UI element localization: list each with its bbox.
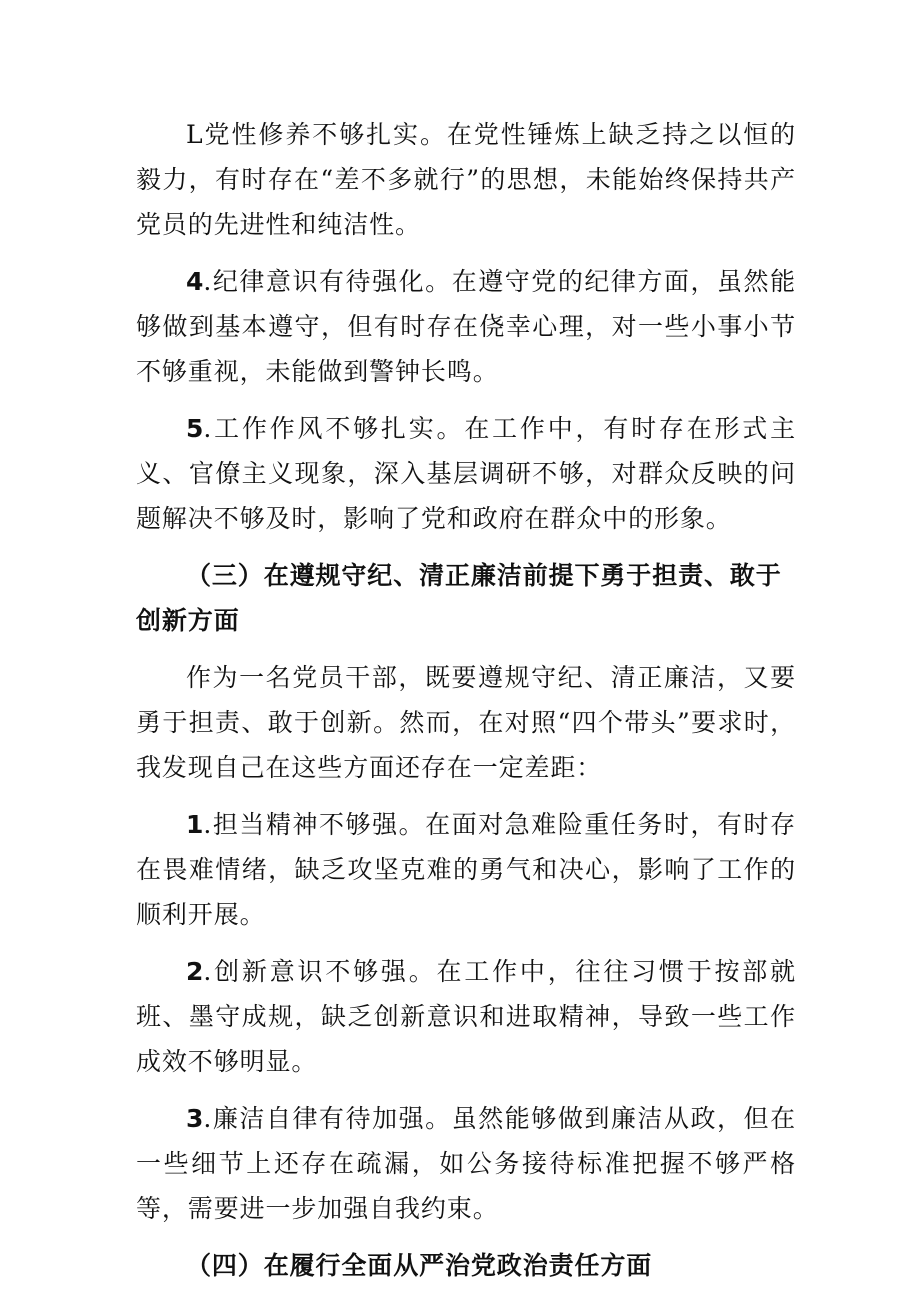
item-number: 3	[186, 1104, 204, 1133]
item-number: 2	[186, 957, 204, 986]
item-number: 5	[186, 414, 204, 443]
document-page	[136, 112, 796, 1300]
item-responsibility	[136, 802, 796, 937]
item-number: 4	[186, 267, 204, 296]
item-text: .创新意识不够强。在工作中，往往习惯于按部就班、墨守成规，缺乏创新意识和进取精神，导致一些工作成效不够明显。	[136, 957, 796, 1076]
item-integrity	[136, 1096, 796, 1231]
item-innovation	[136, 949, 796, 1084]
item-text: .工作作风不够扎实。在工作中，有时存在形式主义、官僚主义现象，深入基层调研不够，对群众反映的问题解决不够及时，影响了党和政府在群众中的形象。	[136, 414, 796, 533]
item-number: 1	[186, 810, 204, 839]
item-discipline-awareness	[136, 259, 796, 394]
section-heading-4: （四）在履行全面从严治党政治责任方面	[186, 1251, 653, 1280]
item-party-cultivation	[136, 112, 796, 247]
item-text: .纪律意识有待强化。在遵守党的纪律方面，虽然能够做到基本遵守，但有时存在侥幸心理，对一些小事小节不够重视，未能做到警钟长鸣。	[136, 267, 796, 386]
section-heading-3: （三）在遵规守纪、清正廉洁前提下勇于担责、敢于创新方面	[136, 561, 782, 635]
item-text: L党性修养不够扎实。在党性锤炼上缺乏持之以恒的毅力，有时存在“差不多就行”的思想，未能始终保持共产党员的先进性和纯洁性。	[136, 120, 796, 239]
item-text: .担当精神不够强。在面对急难险重任务时，有时存在畏难情绪，缺乏攻坚克难的勇气和决心，影响了工作的顺利开展。	[136, 810, 796, 929]
section-intro: 作为一名党员干部，既要遵规守纪、清正廉洁，又要勇于担责、敢于创新。然而，在对照“四个带头”要求时，我发现自己在这些方面还存在一定差距：	[136, 663, 796, 782]
item-text: .廉洁自律有待加强。虽然能够做到廉洁从政，但在一些细节上还存在疏漏，如公务接待标准把握不够严格等，需要进一步加强自我约束。	[136, 1104, 796, 1223]
item-work-style	[136, 406, 796, 541]
